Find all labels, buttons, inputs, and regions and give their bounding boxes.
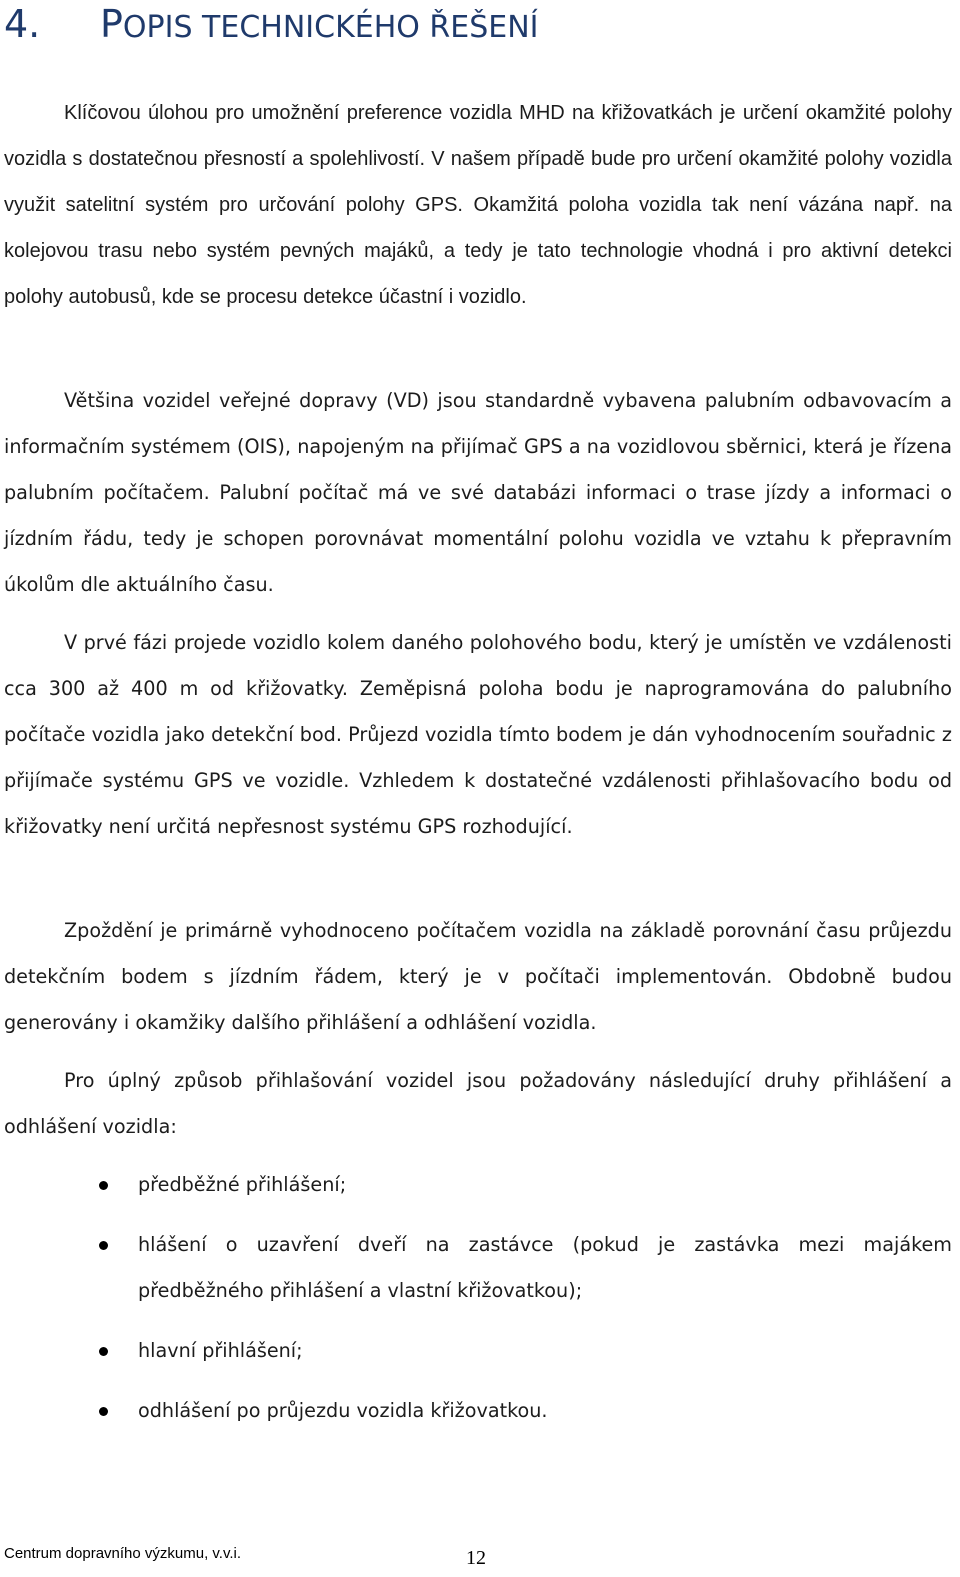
paragraph-text: Klíčovou úlohou pro umožnění preference vozidla MHD na křižovatkách je určení okamžité polohy vozidla s dostatečnou přesností a spolehlivostí. V našem případě bude pro určení okamžité polohy vozidla využit satelitní systém pro určování polohy GPS. Okamžitá poloha vozidla tak není vázána např. na kolejovou trasu nebo systém pevných majáků, a tedy je tato technologie vhodná i pro aktivní detekci polohy autobusů, kde se procesu detekce účastní i vozidlo. [4,102,952,308]
paragraph-5 [4,1058,952,1150]
list-item [0,1328,952,1374]
paragraph-text: Zpoždění je primárně vyhodnoceno počítačem vozidla na základě porovnání času průjezdu detekčním bodem s jízdním řádem, který je v počítači implementován. Obdobně budou generovány i okamžiky dalšího přihlášení a odhlášení vozidla. [4,919,952,1034]
paragraph-text: Pro úplný způsob přihlašování vozidel jsou požadovány následující druhy přihlášení a odhlášení vozidla: [4,1069,952,1138]
list-item-text: hlavní přihlášení; [138,1339,303,1362]
paragraph-4 [4,908,952,1046]
paragraph-3 [4,620,952,850]
section-title-initial: P [100,2,123,46]
page-number: 12 [466,1547,486,1569]
list-item [0,1388,952,1434]
list-item [0,1222,952,1314]
paragraph-2 [4,378,952,608]
footer-organization: Centrum dopravního výzkumu, v.v.i. [4,1545,242,1562]
bullet-icon [99,1181,108,1190]
list-item-text: hlášení o uzavření dveří na zastávce (pokud je zastávka mezi majákem předběžného přihlášení a vlastní křižovatkou); [138,1233,952,1302]
bullet-icon [99,1347,108,1356]
bullet-icon [99,1407,108,1416]
paragraph-text: V prvé fázi projede vozidlo kolem daného polohového bodu, který je umístěn ve vzdálenosti cca 300 až 400 m od křižovatky. Zeměpisná poloha bodu je naprogramována do palubního počítače vozidla jako detekční bod. Průjezd vozidla tímto bodem je dán vyhodnocením souřadnic z přijímače systému GPS ve vozidle. Vzhledem k dostatečné vzdálenosti přihlašovacího bodu od křižovatky není určitá nepřesnost systému GPS rozhodující. [4,631,952,838]
paragraph-text: Většina vozidel veřejné dopravy (VD) jsou standardně vybavena palubním odbavovacím a informačním systémem (OIS), napojeným na přijímač GPS a na vozidlovou sběrnici, která je řízena palubním počítačem. Palubní počítač má ve své databázi informaci o trase jízdy a informaci o jízdním řádu, tedy je schopen porovnávat momentální polohu vozidla ve vztahu k přepravním úkolům dle aktuálního času. [4,389,952,596]
list-item [0,1162,952,1208]
bullet-list [0,1162,952,1448]
section-heading [4,2,539,52]
section-title-rest: OPIS TECHNICKÉHO ŘEŠENÍ [122,10,539,45]
bullet-icon [99,1241,108,1250]
paragraph-1 [4,90,952,320]
list-item-text: předběžné přihlášení; [138,1173,347,1196]
list-item-text: odhlášení po průjezdu vozidla křižovatkou. [138,1399,548,1422]
section-number: 4. [4,2,41,46]
